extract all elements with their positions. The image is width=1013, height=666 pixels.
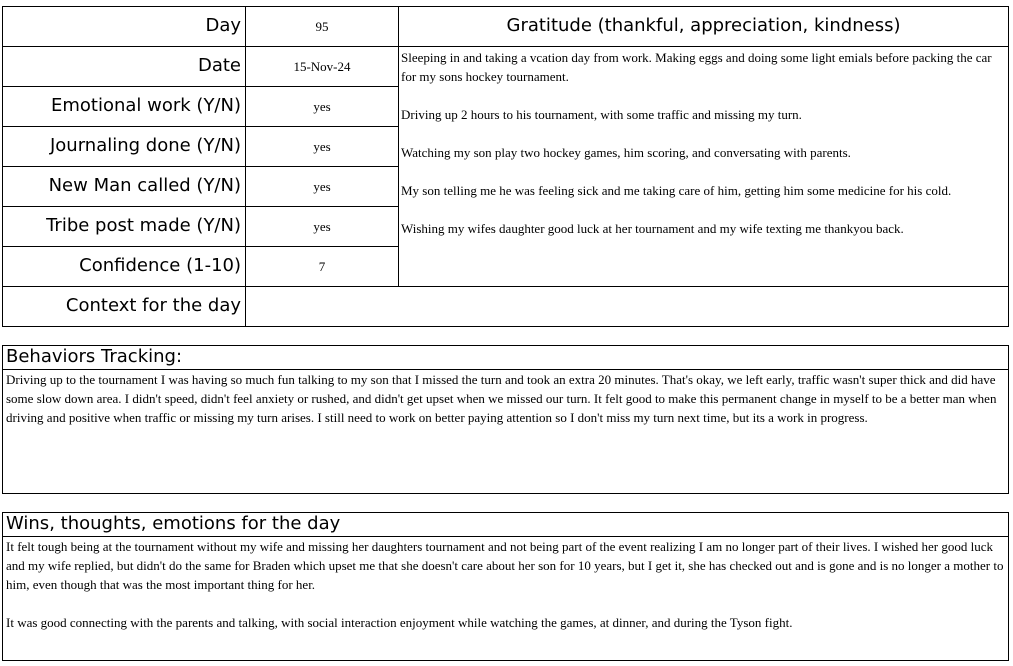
label-context: Context for the day — [65, 295, 241, 316]
row-divider — [2, 86, 399, 87]
gratitude-item[interactable]: Driving up 2 hours to his tournament, with some traffic and missing my turn. — [401, 107, 802, 122]
gratitude-title: Gratitude (thankful, appreciation, kindness) — [506, 15, 901, 36]
value-date[interactable]: 15-Nov-24 — [293, 59, 351, 74]
gratitude-header-divider — [398, 46, 1009, 47]
column-divider-value — [398, 6, 399, 287]
value-confidence[interactable]: 7 — [318, 259, 326, 274]
behaviors-text[interactable]: Driving up to the tournament I was having so much fun talking to my son that I missed the turn and took an extra 20 minutes. That's okay, we left early, traffic wasn't super thick and did have some slow down area. I didn't speed, didn't feel anxiety or rushed, and didn't get upset when we missed our turn. It felt good to make this permanent change in myself to be a better man when driving and positive when traffic or missing my turn arises. I still need to work on better paying attention so I don't miss my turn next time, but its a work in progress. — [6, 372, 997, 425]
row-divider — [2, 46, 399, 47]
row-divider — [2, 206, 399, 207]
table-border-bottom — [2, 326, 1009, 327]
wins-title: Wins, thoughts, emotions for the day — [3, 513, 1008, 537]
label-day: Day — [205, 15, 241, 36]
gratitude-item[interactable]: Wishing my wifes daughter good luck at her tournament and my wife texting me thankyou back. — [401, 221, 904, 236]
wins-section — [2, 512, 1009, 661]
gratitude-item[interactable]: Watching my son play two hockey games, him scoring, and conversating with parents. — [401, 145, 851, 160]
value-tribe-post[interactable]: yes — [313, 219, 331, 234]
label-tribe-post: Tribe post made (Y/N) — [46, 215, 241, 236]
value-journaling[interactable]: yes — [313, 139, 331, 154]
context-field[interactable] — [246, 287, 1008, 326]
table-border-top — [2, 6, 1009, 7]
gratitude-item[interactable]: My son telling me he was feeling sick and me taking care of him, getting him some medicine for his cold. — [401, 183, 952, 198]
value-emotional-work[interactable]: yes — [313, 99, 331, 114]
value-new-man-called[interactable]: yes — [313, 179, 331, 194]
value-day[interactable]: 95 — [315, 19, 329, 34]
row-divider — [2, 126, 399, 127]
label-journaling: Journaling done (Y/N) — [49, 135, 241, 156]
label-confidence: Confidence (1-10) — [79, 255, 241, 276]
behaviors-section — [2, 345, 1009, 494]
behaviors-title: Behaviors Tracking: — [3, 346, 1008, 370]
label-date: Date — [197, 55, 241, 76]
row-divider — [2, 166, 399, 167]
row-divider — [2, 246, 399, 247]
wins-text[interactable]: It felt tough being at the tournament without my wife and missing her daughters tournament and not being part of the event realizing I am no longer part of their lives. I wished her good luck and my wife replied, but didn't do the same for Braden which upset me that she doesn't care about her son for 10 years, but I get it, she has checked out and is gone and is no longer a mother to him, even though that was the most important thing for her. It was good connecting with the parents and talking, with social interaction enjoyment while watching the games, at dinner, and during the Tyson fight. — [6, 539, 1004, 630]
label-emotional-work: Emotional work (Y/N) — [50, 95, 241, 116]
table-border-right — [1008, 6, 1009, 327]
gratitude-item[interactable]: Sleeping in and taking a vcation day from work. Making eggs and doing some light emials before packing the car for my sons hockey tournament. — [401, 50, 992, 84]
label-new-man-called: New Man called (Y/N) — [48, 175, 241, 196]
